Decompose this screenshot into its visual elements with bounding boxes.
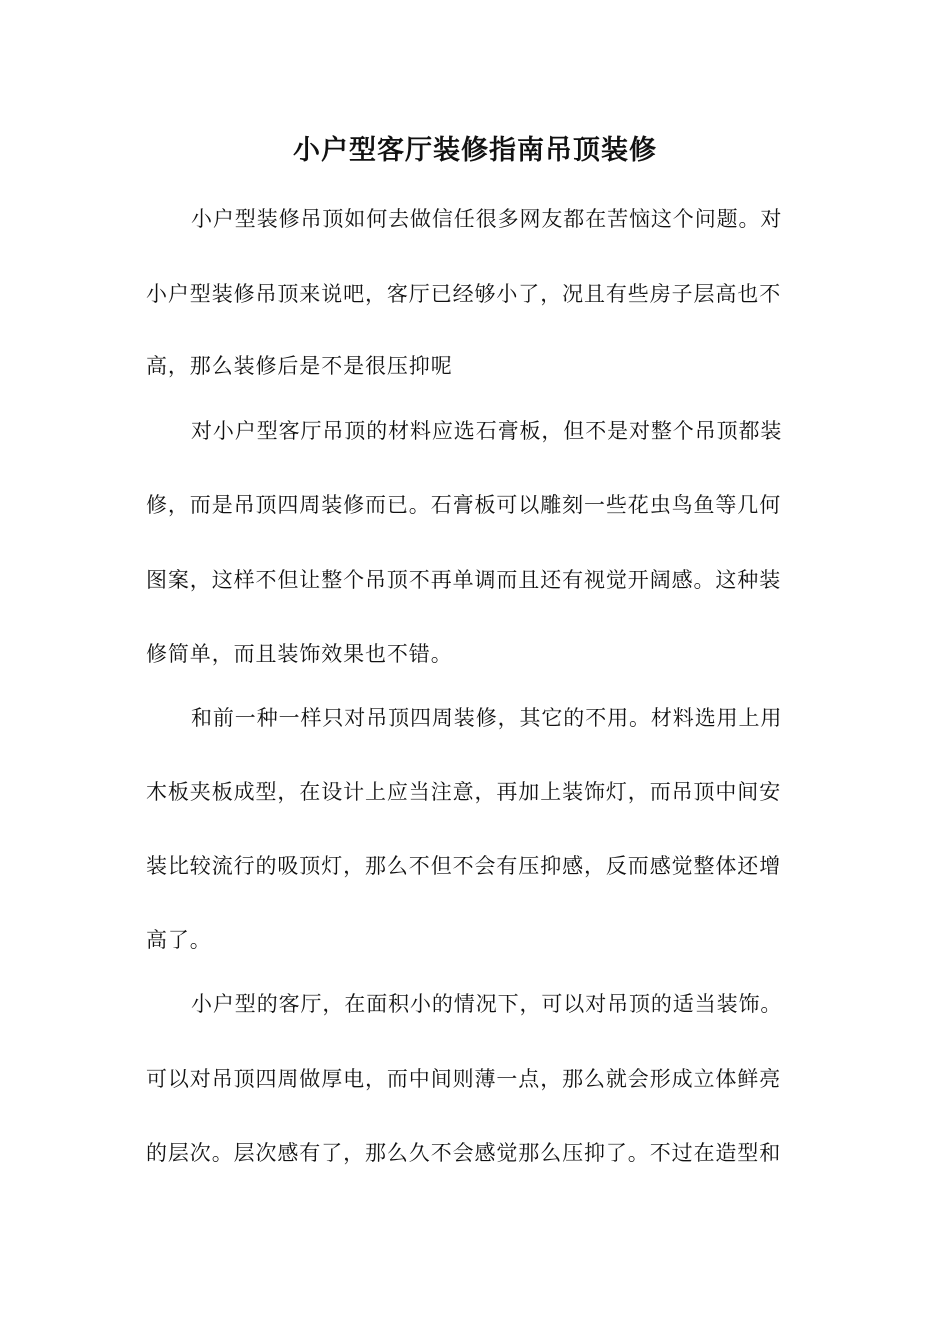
paragraph-3-line-2: 木板夹板成型，在设计上应当注意，再加上装饰灯，而吊顶中间安 bbox=[146, 780, 782, 804]
document-title: 小户型客厅装修指南吊顶装修 bbox=[293, 135, 657, 166]
paragraph-1-line-1: 小户型装修吊顶如何去做信任很多网友都在苦恼这个问题。对 bbox=[191, 207, 783, 231]
paragraph-2-line-2: 修，而是吊顶四周装修而已。石膏板可以雕刻一些花虫鸟鱼等几何 bbox=[146, 493, 782, 517]
paragraph-4-line-3: 的层次。层次感有了，那么久不会感觉那么压抑了。不过在造型和 bbox=[146, 1141, 782, 1165]
paragraph-4-line-2: 可以对吊顶四周做厚电，而中间则薄一点，那么就会形成立体鲜亮 bbox=[146, 1067, 782, 1091]
paragraph-2-line-3: 图案，这样不但让整个吊顶不再单调而且还有视觉开阔感。这种装 bbox=[146, 568, 782, 592]
paragraph-3-line-3: 装比较流行的吸顶灯，那么不但不会有压抑感，反而感觉整体还增 bbox=[146, 854, 782, 878]
paragraph-3-line-1: 和前一种一样只对吊顶四周装修，其它的不用。材料选用上用 bbox=[191, 706, 783, 730]
paragraph-3-line-4: 高了。 bbox=[146, 928, 212, 952]
paragraph-2-line-4: 修简单，而且装饰效果也不错。 bbox=[146, 642, 453, 666]
paragraph-1-line-2: 小户型装修吊顶来说吧，客厅已经够小了，况且有些房子层高也不 bbox=[146, 282, 782, 306]
paragraph-2-line-1: 对小户型客厅吊顶的材料应选石膏板，但不是对整个吊顶都装 bbox=[191, 419, 783, 443]
paragraph-4-line-1: 小户型的客厅，在面积小的情况下，可以对吊顶的适当装饰。 bbox=[191, 992, 783, 1016]
paragraph-1-line-3: 高，那么装修后是不是很压抑呢 bbox=[146, 354, 453, 378]
